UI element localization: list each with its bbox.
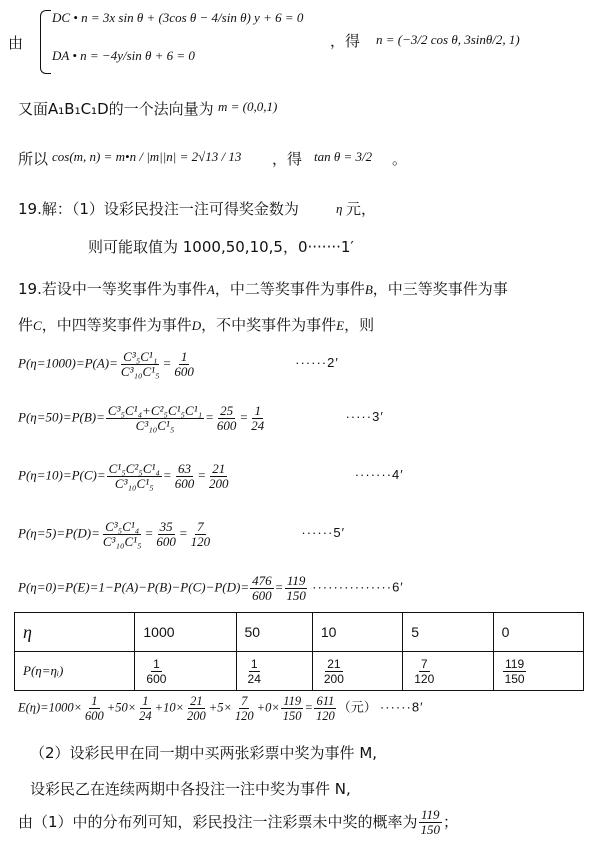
de-text: ，得 <box>330 32 361 50</box>
table-cell: η <box>15 613 135 652</box>
score-mark-8: ······8′ <box>379 699 424 715</box>
prob-line-5: P(η=5)=P(D)= $\frac{\text{C³₅C¹₄}}{\text{C³₁₀C¹₅}}$ = $\frac{35}{600}$ = $\frac{7}{120}$ ······5′ <box>18 519 346 549</box>
score-mark-2: ······2′ <box>295 355 339 371</box>
table-cell: P(η=ηᵢ) <box>15 652 135 691</box>
expectation-line: E(η)=1000× $\frac{1}{600}$ +50× $\frac{1}{24}$ +10× $\frac{21}{200}$ +5× $\frac{7}{120}$ +0× $\frac{119}{150}$ = $\frac{611}{120}$ （元） ······8′ <box>18 694 424 723</box>
prob-line-10: P(η=10)=P(C)= $\frac{\text{C¹₅C²₅C¹₄}}{\text{C³₁₀C¹₅}}$ = $\frac{63}{600}$ = $\frac{21}{200}$ ·······4′ <box>18 461 404 491</box>
equation-dc-n: DC • n = 3x sin θ + (3cos θ − 4/sin θ) y + 6 = 0 <box>52 10 304 25</box>
score-mark-6: ···············6′ <box>312 579 404 595</box>
prob-line-1000: P(η=1000)=P(A)= $\frac{\text{C³₅C¹₁}}{\text{C³₁₀C¹₅}}$ = $\frac{1}{600}$ ······2′ <box>18 349 339 379</box>
score-mark-3: ·····3′ <box>345 409 384 425</box>
table-cell: $\frac{1}{24}$ <box>236 652 312 691</box>
yuan-text: 元， <box>346 200 377 218</box>
table-cell: $\frac{7}{120}$ <box>403 652 493 691</box>
you-label: 由 <box>8 34 24 52</box>
table-row <box>15 613 584 652</box>
table-cell: $\frac{1}{600}$ <box>135 652 236 691</box>
suoyi-text: 所以 <box>18 150 49 168</box>
part2-line-1: （2）设彩民甲在同一期中买两张彩票中奖为事件 M, <box>30 744 378 762</box>
table-cell: $\frac{119}{150}$ <box>493 652 583 691</box>
eta-symbol: η <box>336 201 343 216</box>
table-cell: 5 <box>403 613 493 652</box>
prob-line-0: P(η=0)=P(E)=1−P(A)−P(B)−P(C)−P(D)= $\frac{476}{600}$ = $\frac{119}{150}$ ···············6′ <box>18 573 404 603</box>
n-vector-result: n = (−3/2 cos θ, 3sinθ/2, 1) <box>376 32 520 47</box>
de-text-2: ，得 <box>272 150 303 168</box>
score-mark-5: ······5′ <box>301 525 346 541</box>
period: 。 <box>392 150 408 168</box>
prob-line-50: P(η=50)=P(B)= $\frac{\text{C³₅C¹₄+C²₅C¹₅C¹₁}}{\text{C³₁₀C¹₅}}$ = $\frac{25}{600}$ = $\frac{1}{24}$ ·····3′ <box>18 403 384 433</box>
table-cell: 50 <box>236 613 312 652</box>
score-mark-4: ·······4′ <box>354 467 404 483</box>
part2-line-3: 由（1）中的分布列可知，彩民投注一注彩票未中奖的概率为 $\frac{119}{150}$ ； <box>18 807 459 837</box>
equation-da-n: DA • n = −4y/sin θ + 6 = 0 <box>52 48 195 63</box>
table-cell: 1000 <box>135 613 236 652</box>
part2-line-2: 设彩民乙在连续两期中各投注一注中奖为事件 N, <box>30 780 351 798</box>
table-cell: 10 <box>312 613 402 652</box>
q19-head: 19.解：（1）设彩民投注一注可得奖金数为 <box>18 200 299 218</box>
tan-expression: tan θ = 3/2 <box>314 149 373 164</box>
m-vector: m = (0,0,1) <box>218 99 278 114</box>
values-line: 则可能取值为 1000,50,10,5，0·······1′ <box>88 238 354 256</box>
events-line-1: 19.若设中一等奖事件为事件A，中二等奖事件为事件B，中三等奖事件为事 <box>18 280 508 298</box>
normal-vector-text: 又面A₁B₁C₁D的一个法向量为 <box>18 100 214 118</box>
cos-expression: cos(m, n) = m•n / |m||n| = 2√13 / 13 <box>52 149 242 164</box>
table-row <box>15 652 584 691</box>
events-line-2: 件C，中四等奖事件为事件D，不中奖事件为事件E，则 <box>18 316 375 334</box>
distribution-table <box>14 612 584 691</box>
system-brace <box>40 10 51 74</box>
table-cell: $\frac{21}{200}$ <box>312 652 402 691</box>
table-cell: 0 <box>493 613 583 652</box>
